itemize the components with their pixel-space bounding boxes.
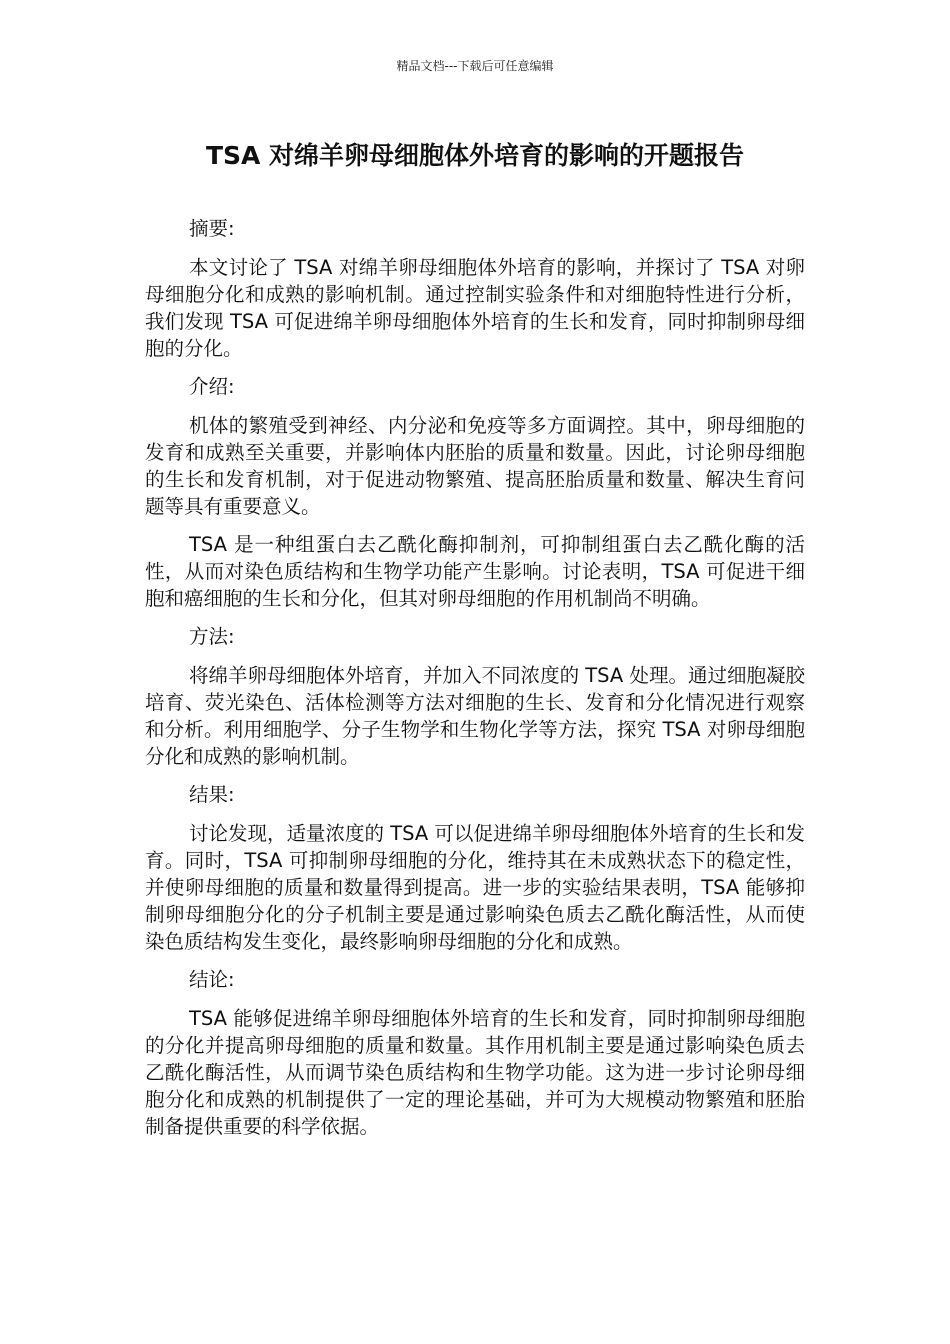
section-methods	[145, 623, 805, 770]
section-heading: 介绍:	[189, 375, 235, 398]
section-abstract	[145, 215, 805, 362]
document-body	[145, 215, 805, 1151]
section-heading: 方法:	[189, 625, 235, 648]
paragraph: 讨论发现，适量浓度的 TSA 可以促进绵羊卵母细胞体外培育的生长和发育。同时，TSA 可抑制卵母细胞的分化，维持其在未成熟状态下的稳定性，并使卵母细胞的质量和数量得到提高。进一步的实验结果表明，TSA 能够抑制卵母细胞分化的分子机制主要是通过影响染色质去乙酰化酶活性，从而使染色质结构发生变化，最终影响卵母细胞的分化和成熟。	[145, 822, 805, 953]
document-title: TSA 对绵羊卵母细胞体外培育的影响的开题报告	[205, 141, 745, 170]
page-header-watermark: 精品文档---下载后可任意编辑	[396, 59, 554, 73]
paragraph: 机体的繁殖受到神经、内分泌和免疫等多方面调控。其中，卵母细胞的发育和成熟至关重要，并影响体内胚胎的质量和数量。因此，讨论卵母细胞的生长和发育机制，对于促进动物繁殖、提高胚胎质量和数量、解决生育问题等具有重要意义。	[145, 414, 805, 518]
paragraph: TSA 是一种组蛋白去乙酰化酶抑制剂，可抑制组蛋白去乙酰化酶的活性，从而对染色质结构和生物学功能产生影响。讨论表明，TSA 可促进干细胞和癌细胞的生长和分化，但其对卵母细胞的作用机制尚不明确。	[145, 533, 805, 610]
section-introduction	[145, 373, 805, 612]
section-conclusion	[145, 966, 805, 1140]
section-heading: 摘要:	[189, 217, 235, 240]
paragraph: 将绵羊卵母细胞体外培育，并加入不同浓度的 TSA 处理。通过细胞凝胶培育、荧光染色、活体检测等方法对细胞的生长、发育和分化情况进行观察和分析。利用细胞学、分子生物学和生物化学等方法，探究 TSA 对卵母细胞分化和成熟的影响机制。	[145, 664, 805, 768]
section-heading: 结果:	[189, 783, 235, 806]
paragraph: TSA 能够促进绵羊卵母细胞体外培育的生长和发育，同时抑制卵母细胞的分化并提高卵母细胞的质量和数量。其作用机制主要是通过影响染色质去乙酰化酶活性，从而调节染色质结构和生物学功能。这为进一步讨论卵母细胞分化和成熟的机制提供了一定的理论基础，并可为大规模动物繁殖和胚胎制备提供重要的科学依据。	[145, 1007, 805, 1138]
section-heading: 结论:	[189, 968, 235, 991]
paragraph: 本文讨论了 TSA 对绵羊卵母细胞体外培育的影响，并探讨了 TSA 对卵母细胞分化和成熟的影响机制。通过控制实验条件和对细胞特性进行分析，我们发现 TSA 可促进绵羊卵母细胞体外培育的生长和发育，同时抑制卵母细胞的分化。	[145, 256, 805, 360]
section-results	[145, 781, 805, 955]
